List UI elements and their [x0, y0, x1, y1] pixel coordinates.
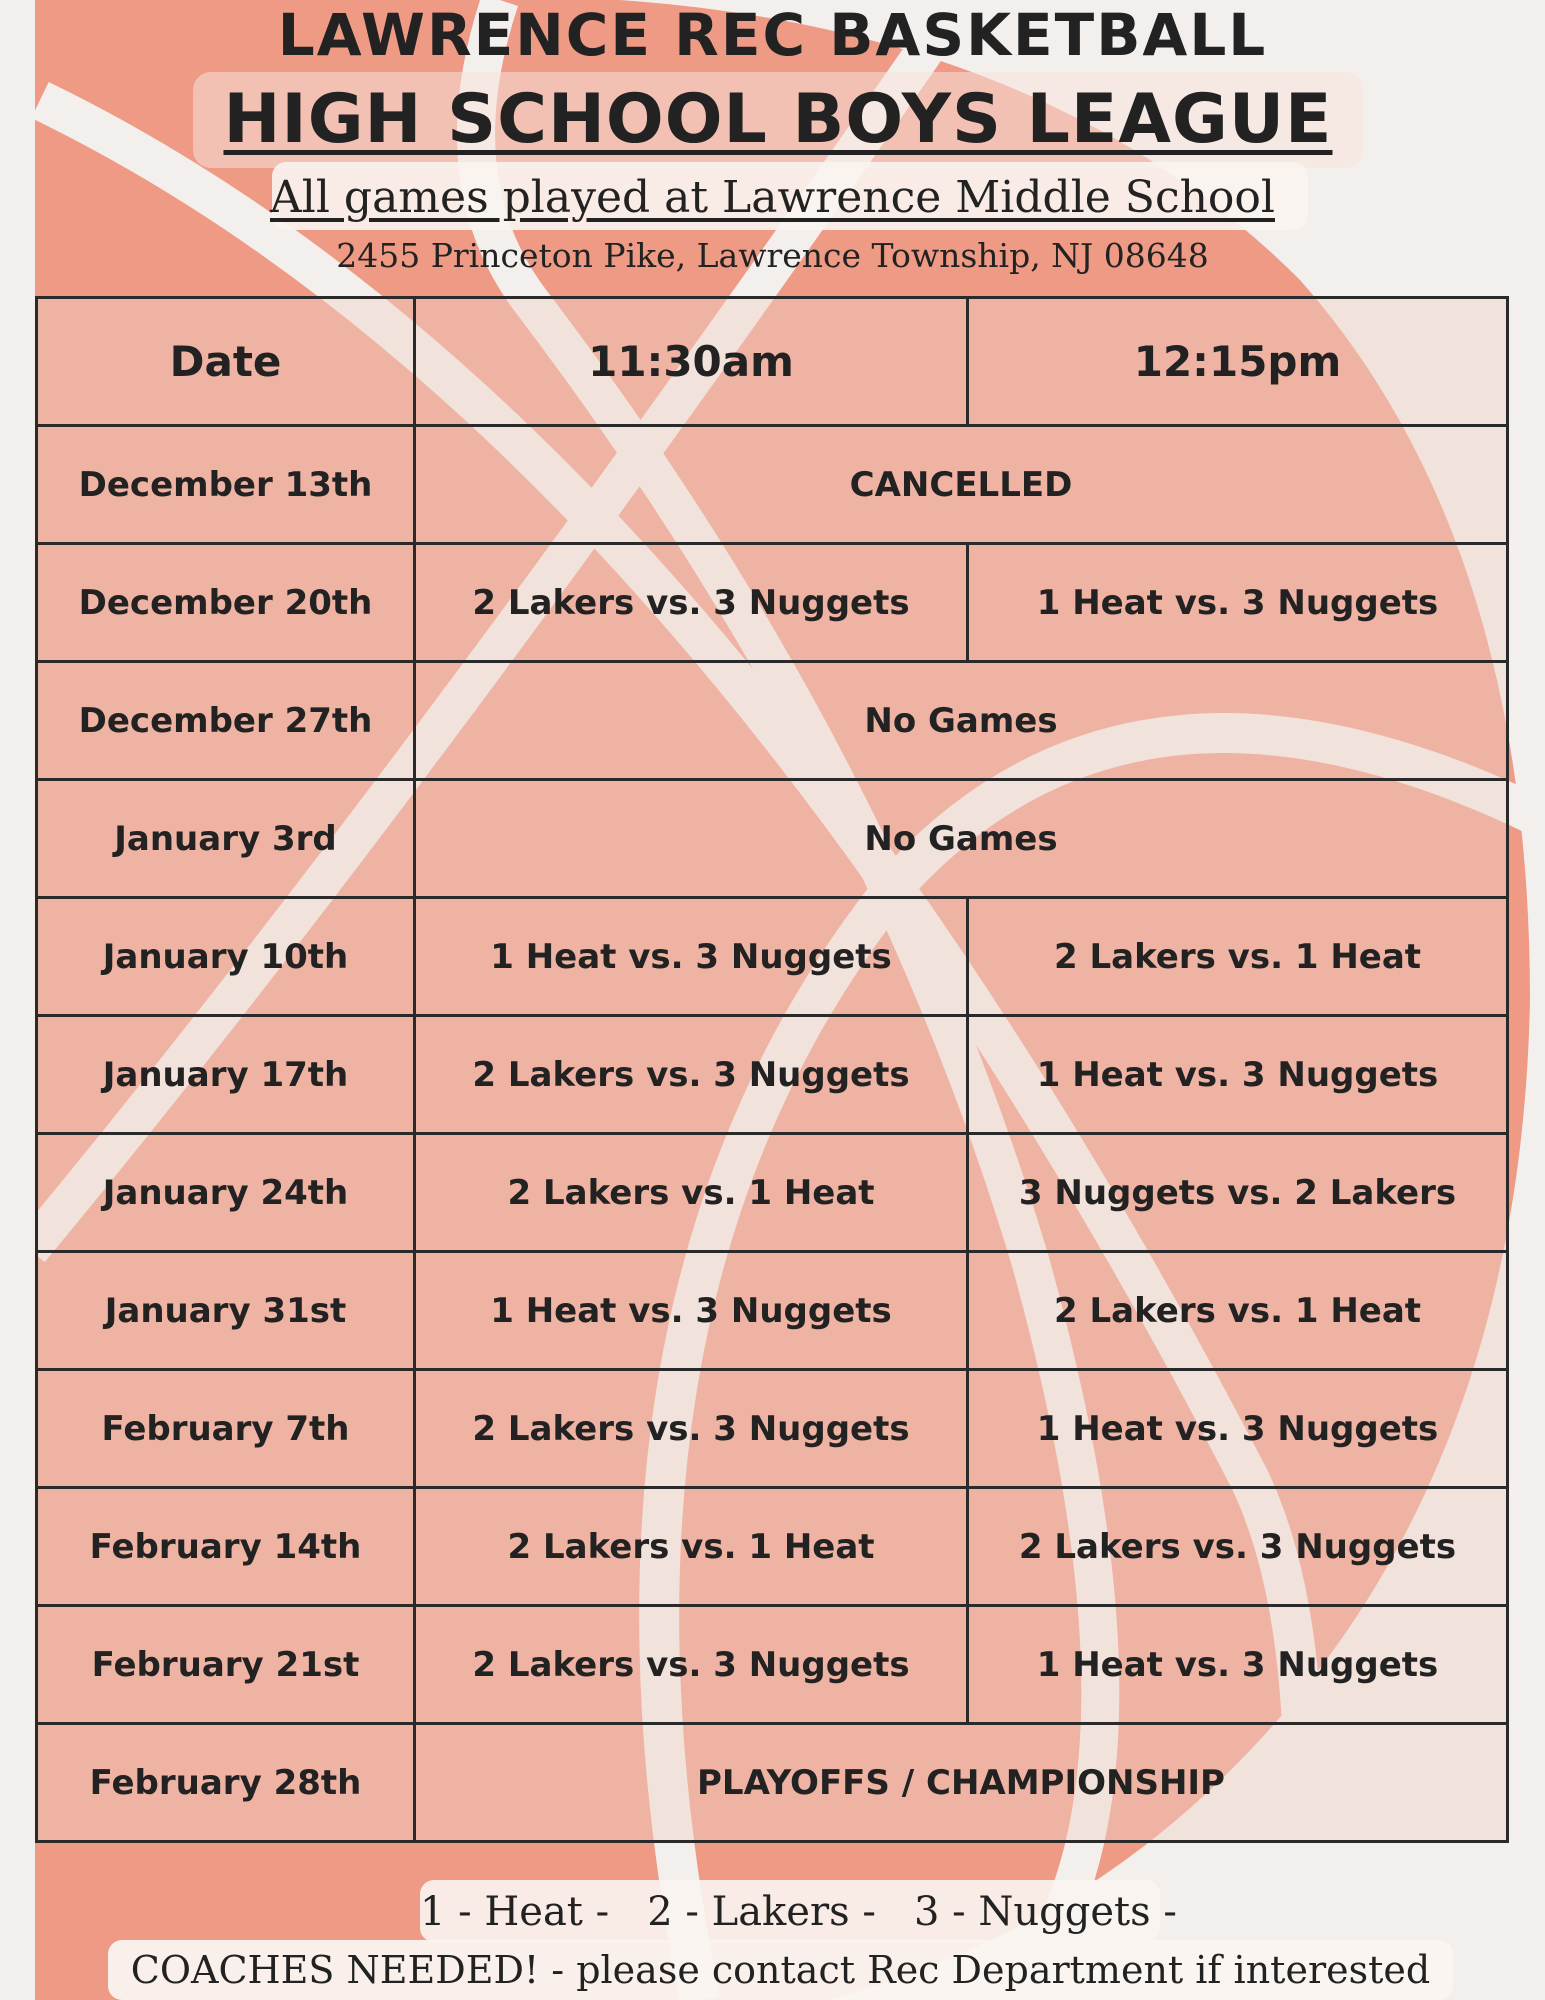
note-cell: No Games	[415, 662, 1508, 780]
game-cell-1130: 1 Heat vs. 3 Nuggets	[415, 898, 968, 1016]
table-row	[37, 1606, 1508, 1724]
date-cell: February 14th	[37, 1488, 415, 1606]
table-header-row	[37, 298, 1508, 426]
game-cell-1130: 2 Lakers vs. 3 Nuggets	[415, 1016, 968, 1134]
game-cell-1130: 2 Lakers vs. 3 Nuggets	[415, 1370, 968, 1488]
date-cell: December 13th	[37, 426, 415, 544]
location-text: All games played at Lawrence Middle School	[270, 172, 1275, 223]
note-cell: PLAYOFFS / CHAMPIONSHIP	[415, 1724, 1508, 1842]
table-row	[37, 1724, 1508, 1842]
table-row	[37, 1488, 1508, 1606]
table-row	[37, 1016, 1508, 1134]
date-cell: February 21st	[37, 1606, 415, 1724]
game-cell-1215: 3 Nuggets vs. 2 Lakers	[968, 1134, 1508, 1252]
note-cell: No Games	[415, 780, 1508, 898]
date-cell: December 20th	[37, 544, 415, 662]
table-row	[37, 426, 1508, 544]
game-cell-1130: 2 Lakers vs. 1 Heat	[415, 1488, 968, 1606]
table-row	[37, 662, 1508, 780]
table-row	[37, 898, 1508, 1016]
date-cell: January 10th	[37, 898, 415, 1016]
game-cell-1215: 1 Heat vs. 3 Nuggets	[968, 1606, 1508, 1724]
league-org-title: LAWRENCE REC BASKETBALL	[277, 1, 1268, 69]
table-row	[37, 1370, 1508, 1488]
game-cell-1130: 2 Lakers vs. 3 Nuggets	[415, 544, 968, 662]
game-cell-1215: 2 Lakers vs. 1 Heat	[968, 898, 1508, 1016]
date-cell: January 17th	[37, 1016, 415, 1134]
date-cell: January 3rd	[37, 780, 415, 898]
address-text: 2455 Princeton Pike, Lawrence Township, NJ 08648	[336, 236, 1209, 275]
date-cell: February 7th	[37, 1370, 415, 1488]
game-cell-1215: 1 Heat vs. 3 Nuggets	[968, 544, 1508, 662]
table-row	[37, 1134, 1508, 1252]
table-row	[37, 780, 1508, 898]
date-cell: December 27th	[37, 662, 415, 780]
note-cell: CANCELLED	[415, 426, 1508, 544]
game-cell-1215: 2 Lakers vs. 3 Nuggets	[968, 1488, 1508, 1606]
league-main-title: HIGH SCHOOL BOYS LEAGUE	[223, 80, 1333, 159]
table-row	[37, 1252, 1508, 1370]
column-header-date: Date	[37, 298, 415, 426]
date-cell: January 31st	[37, 1252, 415, 1370]
date-cell: January 24th	[37, 1134, 415, 1252]
main-title-box	[193, 72, 1363, 168]
game-cell-1130: 2 Lakers vs. 1 Heat	[415, 1134, 968, 1252]
column-header-1130: 11:30am	[415, 298, 968, 426]
game-cell-1215: 1 Heat vs. 3 Nuggets	[968, 1370, 1508, 1488]
table-row	[37, 544, 1508, 662]
schedule-table	[35, 296, 1509, 1843]
column-header-1215: 12:15pm	[968, 298, 1508, 426]
date-cell: February 28th	[37, 1724, 415, 1842]
coaches-needed-note: COACHES NEEDED! - please contact Rec Department if interested	[130, 1948, 1431, 1992]
game-cell-1130: 2 Lakers vs. 3 Nuggets	[415, 1606, 968, 1724]
game-cell-1215: 2 Lakers vs. 1 Heat	[968, 1252, 1508, 1370]
team-legend: 1 - Heat - 2 - Lakers - 3 - Nuggets -	[420, 1889, 1177, 1935]
game-cell-1130: 1 Heat vs. 3 Nuggets	[415, 1252, 968, 1370]
game-cell-1215: 1 Heat vs. 3 Nuggets	[968, 1016, 1508, 1134]
